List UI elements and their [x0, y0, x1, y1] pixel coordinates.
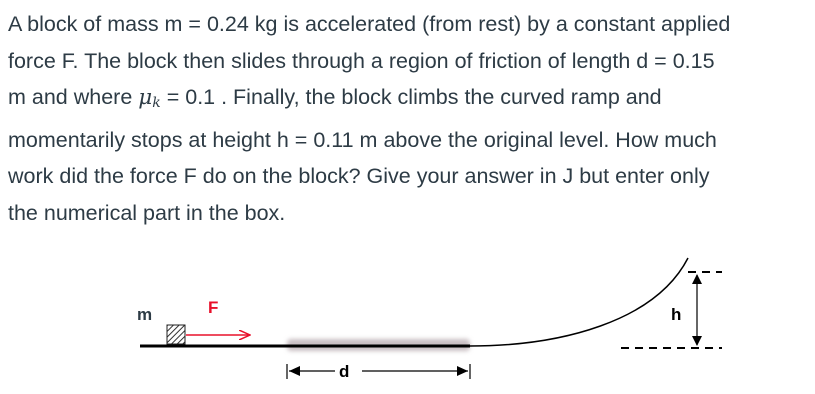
question-line-1: A block of mass m = 0.24 kg is accelerated (from rest) by a constant applied [8, 12, 731, 36]
distance-arrowhead-right [457, 366, 468, 376]
block [167, 325, 185, 344]
question-line-2: force F. The block then slides through a region of friction of length d = 0.15 [8, 48, 715, 73]
force-label: F [208, 298, 219, 317]
height-arrowhead-bottom [692, 336, 702, 346]
question-line-4: momentarily stops at height h = 0.11 m above the original level. How much [8, 127, 717, 152]
friction-coefficient-symbol: $\mu_k$ [138, 85, 161, 112]
question-line-3-end: = 0.1 . Finally, the block climbs the curved ramp and [160, 85, 662, 110]
curved-ramp [470, 258, 688, 346]
question-line-3-start: m and where [8, 85, 139, 110]
height-arrowhead-top [692, 274, 702, 284]
mass-label: m [137, 305, 153, 324]
distance-arrowhead-left [289, 366, 300, 376]
question-line-5: work did the force F do on the block? Give your answer in J but enter only [8, 164, 710, 189]
distance-label: d [339, 362, 350, 381]
question-line-6: the numerical part in the box. [8, 200, 286, 225]
height-label: h [671, 305, 682, 324]
